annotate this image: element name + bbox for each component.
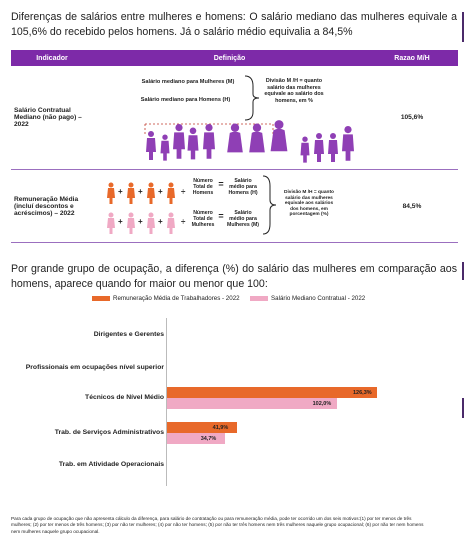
bar bbox=[167, 398, 337, 409]
category-label: Dirigentes e Gerentes bbox=[93, 331, 164, 338]
header-definition: Definição bbox=[93, 50, 366, 66]
men-avg-label: Salário médio para Homens (H) bbox=[228, 178, 258, 196]
edge-mark bbox=[462, 262, 464, 280]
women-total-label: Número Total de Mulheres bbox=[191, 210, 215, 228]
svg-text:+: + bbox=[138, 187, 143, 196]
definition-cell bbox=[93, 170, 366, 243]
brace-text: Divisão M /H = quanto salário das mulheres equivale aos salários dos homens, em porcentagem (%) bbox=[284, 190, 334, 218]
women-label: Salário mediano para Mulheres (M) bbox=[141, 79, 235, 85]
edge-mark bbox=[462, 12, 464, 42]
equals-icon: = bbox=[218, 179, 224, 189]
legend-item bbox=[250, 295, 365, 302]
salary-definition-table bbox=[11, 50, 458, 243]
section-text: Por grande grupo de ocupação, a diferença (%) do salário das mulheres em comparação aos homens, aparece quando for maior ou menor que 100: bbox=[11, 263, 457, 290]
category-label: Trab. em Atividade Operacionais bbox=[58, 461, 164, 468]
people-pictogram-icon bbox=[93, 116, 359, 168]
header-ratio: Razao M/H bbox=[366, 50, 458, 66]
indicator-cell: Salário Contratual Mediano (não pago) – 2022 bbox=[11, 66, 93, 170]
svg-text:+: + bbox=[158, 187, 163, 196]
men-label: Salário mediano para Homens (H) bbox=[140, 97, 231, 103]
intro-text: Diferenças de salários entre mulheres e homens: O salário mediano das mulheres equivale a 105,6% do recebido pelos homens. Já o salário médio equivalia a 84,5% bbox=[11, 11, 457, 38]
bar bbox=[167, 387, 377, 398]
header-indicator: Indicador bbox=[11, 50, 93, 66]
definition-cell bbox=[93, 66, 366, 170]
category-label: Trab. de Serviços Administrativos bbox=[54, 429, 164, 436]
women-avg-label: Salário médio para Mulheres (M) bbox=[227, 210, 259, 228]
data-label: 126,3% bbox=[353, 389, 372, 396]
edge-mark bbox=[462, 398, 464, 418]
svg-text:÷: ÷ bbox=[181, 187, 186, 196]
category-label: Profissionais em ocupações nível superior bbox=[25, 364, 164, 371]
legend-swatch bbox=[92, 296, 110, 301]
svg-text:+: + bbox=[138, 217, 143, 226]
legend-label: Remuneração Média de Trabalhadores - 2022 bbox=[113, 295, 240, 302]
brace-icon bbox=[243, 74, 265, 122]
svg-text:÷: ÷ bbox=[181, 217, 186, 226]
footnote: Para cada grupo de ocupação que não apresenta cálculo da diferença, para salário de contratação ou para remuneração média, pode ter ocorrido um dos seis motivos:(1) por ter menos de três mulheres; (2) por ter menos de três homens; (3) por não ter mulheres; (4) por não ter homens; (5) por não ter três homens nem três mulheres naquele grupo ocupacional; (6) por não ter nem homens nem mulheres naquele grupo ocupacional. bbox=[11, 516, 424, 534]
legend-label: Salário Mediano Contratual - 2022 bbox=[271, 295, 366, 302]
ratio-cell: 84,5% bbox=[366, 170, 458, 243]
svg-text:+: + bbox=[158, 217, 163, 226]
category-label: Técnicos de Nível Médio bbox=[85, 394, 164, 401]
legend-swatch bbox=[250, 296, 268, 301]
data-label: 102,0% bbox=[312, 400, 332, 407]
svg-text:+: + bbox=[118, 187, 123, 196]
equals-icon: = bbox=[218, 211, 224, 221]
legend-item bbox=[92, 295, 240, 302]
data-label: 41,9% bbox=[212, 424, 229, 431]
svg-text:+: + bbox=[118, 217, 123, 226]
ratio-cell: 105,6% bbox=[366, 66, 458, 170]
men-total-label: Número Total de Homens bbox=[192, 178, 214, 196]
people-sum-icon bbox=[105, 178, 190, 238]
brace-text: Divisão M /H = quanto salário das mulheres equivale ao salário dos homens, em % bbox=[264, 78, 324, 104]
indicator-cell: Remuneração Média (incluí descontos e acréscimos) – 2022 bbox=[11, 170, 93, 243]
brace-icon bbox=[261, 174, 281, 236]
data-label: 34,7% bbox=[200, 435, 217, 442]
